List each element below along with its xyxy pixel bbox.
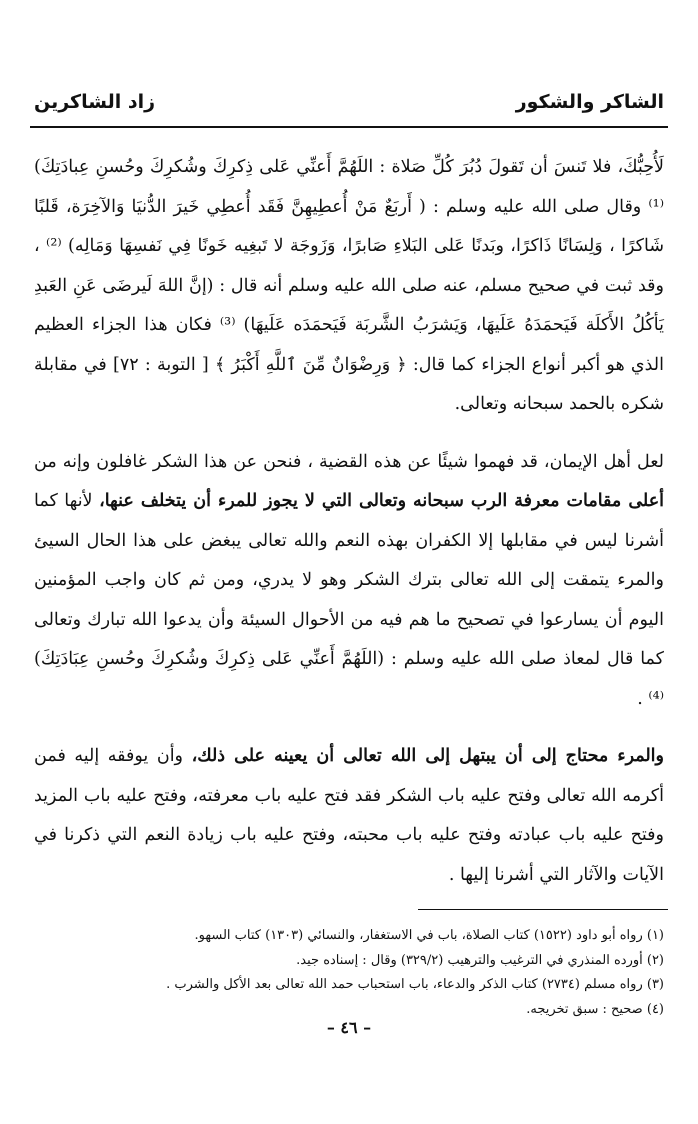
footnote-divider [418,909,668,910]
header-divider [30,126,668,128]
running-header [34,84,664,120]
text-run: وأن يوفقه إليه فمن أكرمه الله تعالى وفتح عليه باب الشكر فقد فتح عليه باب معرفته، وفتح عليه باب المزيد وفتح عليه باب عبادته وفتح عليه باب محبته، وفتح عليه باب زيادة النعم التي ذكرنا في الآيات والآثار التي أشرنا إليها . [34,746,664,885]
header-chapter-title: الشاكر والشكور [515,91,664,113]
footnote-2: (٢) أورده المنذري في الترغيب والترهيب (٣٢٩/٢) وقال : إسناده جيد. [296,952,664,968]
page-number: – ٤٦ – [326,1018,372,1037]
paragraph [34,148,664,425]
header-book-title: زاد الشاكرين [34,91,156,113]
paragraph [34,737,664,895]
text-run: لَأُحِبُّكَ، فلا تَنسَ أن تَقولَ دُبُرَ كُلِّ صَلاة : اللَهُمَّ أَعنِّي عَلى ذِكرِكَ وشُكرِكَ وحُسنِ عِبادَتِكَ) ⁽¹⁾ وقال صلى الله عليه وسلم : ( أَربَعٌ مَنْ أُعطِيهِنَّ فَقَد أُعطِي خَيرَ الدُّنيَا وَالآخِرَة، قَلبًا شَاكرًا ، وَلِسَانًا ذَاكرًا، وبَدنًا عَلى البَلاءِ صَابرًا، وَزَوجَة لا تَبغِيه خَونًا فِي نَفسِهَا وَمَالِه) ⁽²⁾ ، وقد ثبت في صحيح مسلم، عنه صلى الله عليه وسلم أنه قال : (إنَّ اللهَ لَيرضَى عَنِ العَبدِ يَأكُلُ الأَكلَة فَيَحمَدَهُ عَلَيهَا، وَيَشرَبُ الشَّربَة فَيَحمَدَه عَلَيهَا) ⁽³⁾ فكان هذا الجزاء العظيم الذي هو أكبر أنواع الجزاء كما قال: ﴿ وَرِضْوَانٌ مِّنَ ٱللَّهِ أَكْبَرُ ﴾ [ التوبة : ٧٢] في مقابلة شكره بالحمد سبحانه وتعالى. [34,157,664,414]
footnote-3: (٣) رواه مسلم (٢٧٣٤) كتاب الذكر والدعاء، باب استحباب حمد الله تعالى بعد الأكل والشرب . [166,977,664,992]
footnotes [34,924,664,1022]
paragraph [34,443,664,720]
bold-text: والمرء محتاج إلى أن يبتهل إلى الله تعالى أن يعينه على ذلك، [191,746,664,766]
footnote-4: (٤) صحيح : سبق تخريجه. [526,1001,664,1017]
text-run: لعل أهل الإيمان، قد فهموا شيئًا عن هذه القضية ، فنحن عن هذا الشكر غافلون وإنه من [34,451,664,472]
bold-text: أعلى مقامات معرفة الرب سبحانه وتعالى التي لا يجوز للمرء أن يتخلف عنها، [99,491,665,511]
text-run: لأنها كما أشرنا ليس في مقابلها إلا الكفران بهذه النعم والله تعالى يبغض على هذا الحال السيئ والمرء يتمقت إلى الله تعالى بترك الشكر وهو لا يدري، ومن ثم كان واجب المؤمنين اليوم أن يسارعوا في تصحيح ما هم فيه من الأحوال السيئة وأن يدعوا الله تبارك وتعالى كما قال لمعاذ صلى الله عليه وسلم : (اللَهُمَّ أَعنِّي عَلى ذِكرِكَ وشُكرِكَ وحُسنِ عِبَادَتِكَ) ⁽⁴⁾ . [34,491,664,709]
footnote-1: (١) رواه أبو داود (١٥٢٢) كتاب الصلاة، باب في الاستغفار، والنسائي (١٣٠٣) كتاب السهو. [194,928,664,943]
main-text [34,148,664,895]
